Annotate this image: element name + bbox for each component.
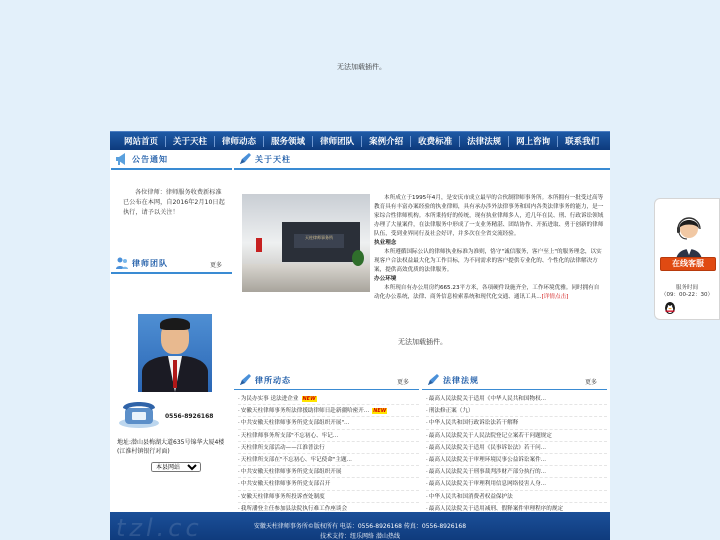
nav-news[interactable]: 律师动态 [222, 137, 257, 147]
news-item-text: 天柱律所支部活动——江淮普法行 [240, 444, 325, 451]
law-item[interactable]: · 中华人民共和国消费者权益保护法 [426, 491, 607, 503]
news-item[interactable] [238, 417, 419, 429]
nav-cases[interactable]: 案例介绍 [369, 137, 404, 147]
news-item-text: 安徽天柱律师事务所法律援助律师日赴新疆哈密开... [240, 408, 370, 415]
about-title: 关于天柱 [255, 155, 291, 164]
news-item-text: 安徽天柱律师事务所投诉查处制度 [240, 493, 325, 500]
telephone-icon [117, 396, 161, 430]
nav-contact[interactable]: 联系我们 [565, 137, 600, 147]
office-plant [352, 250, 364, 266]
pen-icon [238, 373, 252, 387]
about-paragraph-3-text: 本所现自有办公用房约665.23平方米，各项硬件设施齐全，工作环境优雅。同时拥有自动化办公系统，法律、商务信息检索系统和现代化交通、通讯工具... [374, 285, 600, 300]
customer-service-avatar-icon [673, 205, 705, 261]
news-item[interactable] [238, 491, 419, 503]
laws-list [422, 390, 607, 515]
lawyer-photo[interactable] [138, 314, 212, 392]
left-column [111, 150, 232, 512]
law-item[interactable]: · 最高人民法院关于适用《民事诉讼法》若干问... [426, 442, 607, 454]
page-body [110, 150, 610, 512]
office-photo [242, 194, 370, 292]
nav-consult[interactable]: 网上咨询 [516, 137, 551, 147]
address-text: 地址:潜山县梅湖大道635号锦华大厦4楼(江淮村镇银行对面) [117, 439, 225, 455]
photo-tie [173, 360, 177, 388]
site-select-wrap [151, 462, 201, 472]
about-paragraph-1: 本所成立于1995年4月，是安庆市成立最早的合伙制律师事务所。本所拥有一批受过高等教育具有丰富办案经验的执业律师，具有承办涉外法律事务和国内各类法律事务的能力，是一家综合性律师机构。本所秉持好的传统，现有执业律师多人，近几年在民、刑、行政诉讼领域办理了大量案件，在法律服务中形成了一支业务精湛、团结协作、开拓进取、勇于创新的律师队伍，受到业界同行及社会好评，并多次在全省交流经验。 [374, 195, 604, 237]
about-paragraph-2: 本所遵循国际公认的律师执业标准为准则，恪守"诚信服务，客户至上"的服务理念，以实现客户合法权益最大化为工作目标，为不同需求的客户提供专业化的、个性化的法律解决方案，提供高效优质的法律服务。 [374, 249, 602, 273]
middle-plugin-message: 无法加载插件。 [398, 338, 447, 346]
news-column [234, 370, 419, 512]
office-flag [256, 238, 262, 252]
service-time: （09：00-22：30） [661, 292, 713, 298]
news-item[interactable] [238, 466, 419, 478]
laws-column [422, 370, 607, 512]
right-column [234, 150, 610, 512]
news-item-text: 我所潘登主任参加县法院执行难工作座谈会 [240, 505, 348, 512]
footer-copyright: 安徽天柱律师事务所©版权所有 电话：0556-8926168 传真：0556-8926168 [253, 523, 467, 530]
law-item[interactable]: · 最高人民法院关于适用减刑、假释案件审理程序的规定 [426, 503, 607, 515]
news-item-text: 为民办实事 送法进企业 [240, 396, 299, 402]
news-item-text: 中共安徽天柱律师事务所党支部组织开展"... [240, 420, 350, 427]
news-title: 律所动态 [255, 376, 291, 385]
news-item[interactable] [238, 454, 419, 466]
office-sign: 天柱律师事务所 [294, 234, 344, 248]
about-text [374, 194, 604, 302]
news-item-text: 中共安徽天柱律师事务所党支部召开 [240, 481, 331, 488]
law-item[interactable]: · 中华人民共和国行政诉讼法若干解释 [426, 417, 607, 429]
nav-about[interactable]: 关于天柱 [173, 137, 208, 147]
photo-hair [160, 318, 190, 330]
team-box [111, 254, 232, 274]
team-title: 律师团队 [132, 259, 168, 268]
office-floor [242, 264, 370, 292]
nav-laws[interactable]: 法律法规 [467, 137, 502, 147]
site-select[interactable] [151, 462, 201, 472]
laws-header [422, 370, 607, 390]
notice-header [111, 150, 232, 170]
about-paragraph-3 [374, 284, 604, 302]
banner-plugin-message: 无法加载插件。 [337, 63, 386, 71]
nav-home[interactable]: 网站首页 [124, 137, 159, 147]
nav-services[interactable]: 服务领域 [271, 137, 306, 147]
online-service-button[interactable]: 在线客服 [660, 257, 716, 271]
about-subtitle-2: 办公环境 [374, 276, 397, 282]
team-header [111, 254, 232, 274]
new-badge: NEW [373, 408, 387, 415]
megaphone-icon [115, 152, 129, 166]
laws-title: 法律法规 [443, 376, 479, 385]
footer [110, 512, 610, 540]
nav-fees[interactable]: 收费标准 [418, 137, 453, 147]
pen-icon [426, 373, 440, 387]
law-item[interactable]: · 最高人民法院关于审理环境民事公益诉讼案件... [426, 454, 607, 466]
news-item[interactable] [238, 430, 419, 442]
news-item-text: 天柱律所支部在"不忘初心、牢记使命"主题... [240, 456, 352, 463]
team-more-link[interactable]: 更多 [209, 262, 222, 269]
main-nav [110, 131, 610, 150]
news-item-text: 中共安徽天柱律师事务所党支部组织开展 [240, 469, 342, 476]
news-item-text: 天柱律师事务所支部"不忘初心、牢记... [240, 432, 339, 439]
about-subtitle-1: 执业理念 [374, 240, 397, 246]
service-time-label: 服务时间 [675, 285, 698, 291]
notice-text: 各位律师：律师服务收费新标准已公布在本网，自2016年2月10日起执行，请予以关注！ [123, 189, 225, 216]
footer-tech-support[interactable]: 技术支持：纽乐网络 潜山热线 [320, 533, 400, 540]
about-detail-link[interactable]: [详情点击] [541, 294, 569, 300]
news-item[interactable] [238, 478, 419, 490]
law-item[interactable]: · 最高人民法院关于审理利用信息网络侵害人身... [426, 478, 607, 490]
nav-team[interactable]: 律师团队 [320, 137, 355, 147]
notice-title: 公告通知 [132, 155, 168, 164]
law-item[interactable]: · 最高人民法院关于适用《中华人民共和国物权... [426, 393, 607, 405]
news-item[interactable] [238, 405, 419, 417]
online-service-panel [654, 198, 720, 320]
pen-icon [238, 152, 252, 166]
about-header [234, 150, 610, 170]
phone-number: 0556-8926168 [165, 413, 214, 420]
qq-penguin-icon[interactable] [663, 301, 677, 315]
laws-more-link[interactable]: 更多 [584, 379, 597, 386]
news-item[interactable] [238, 393, 419, 405]
news-item[interactable] [238, 442, 419, 454]
news-header [234, 370, 419, 390]
news-list [234, 390, 419, 515]
law-item[interactable]: · 最高人民法院关于刑事裁判涉财产部分执行的... [426, 466, 607, 478]
about-box [234, 150, 610, 312]
people-icon [115, 256, 129, 270]
new-badge: NEW [302, 396, 316, 402]
law-item[interactable]: · 最高人民法院关于人民法院登记立案若干问题规定 [426, 430, 607, 442]
news-more-link[interactable]: 更多 [396, 379, 409, 386]
footer-watermark: tzl.cc [116, 514, 203, 540]
law-item[interactable]: · 刑法修正案（九） [426, 405, 607, 417]
